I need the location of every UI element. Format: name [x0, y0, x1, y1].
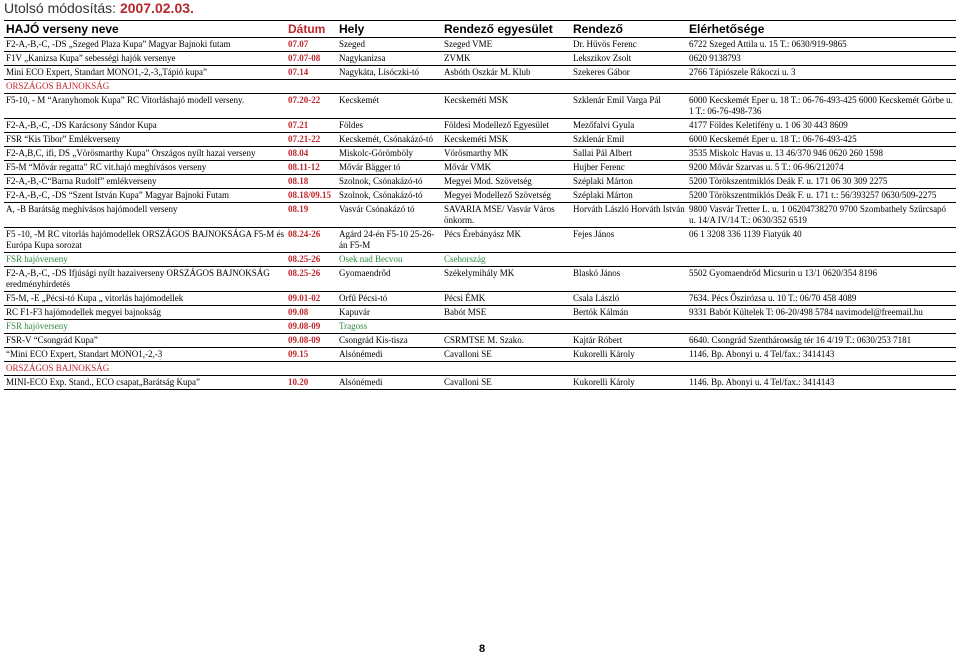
cell-contact: 6722 Szeged Attila u. 15 T.: 0630/919-9865: [687, 38, 956, 52]
header-organizer: Rendező: [571, 21, 687, 38]
table-row: [4, 133, 956, 147]
cell-club: Megyei Mod. Szövetség: [442, 175, 571, 189]
cell-event: F2-A,-B,-C, -DS Karácsony Sándor Kupa: [4, 119, 286, 133]
cell-organizer: Sallai Pál Albert: [571, 147, 687, 161]
cell-organizer: [571, 253, 687, 267]
table-body: [4, 38, 956, 390]
cell-event: F2-A,-B,-C, -DS „Szeged Plaza Kupa” Magyar Bajnoki futam: [4, 38, 286, 52]
cell-organizer: Hujber Ferenc: [571, 161, 687, 175]
cell-date: 10.20: [286, 376, 337, 390]
cell-place: Tragoss: [337, 320, 442, 334]
cell-contact: 7634. Pécs Őszirózsa u. 10 T.: 06/70 458 4089: [687, 292, 956, 306]
cell-club: Pécs Érebányász MK: [442, 228, 571, 253]
page-number: 8: [479, 643, 486, 655]
cell-event: F2-A,-B,-C, -DS Ifjúsági nyílt hazaiverseny ORSZÁGOS BAJNOKSÁG eredményhirdetés: [4, 267, 286, 292]
cell-contact: 2766 Tápiószele Rákoczi u. 3: [687, 66, 956, 80]
cell-date: 08.18/09.15: [286, 189, 337, 203]
cell-organizer: Kukorelli Károly: [571, 376, 687, 390]
cell-contact: 6000 Kecskemét Eper u. 18 T.: 06-76-493-425 6000 Kecskemét Görbe u. 1 T.: 06-76-498-736: [687, 94, 956, 119]
cell-place: Miskolc-Görömböly: [337, 147, 442, 161]
cell-date: 08.18: [286, 175, 337, 189]
cell-date: 08.19: [286, 203, 337, 228]
cell-organizer: Szklenár Emil Varga Pál: [571, 94, 687, 119]
cell-club: Szeged VME: [442, 38, 571, 52]
cell-event: A, -B Barátság meghívásos hajómodell verseny: [4, 203, 286, 228]
cell-place: Nagykanizsa: [337, 52, 442, 66]
cell-date: 09.01-02: [286, 292, 337, 306]
cell-place: Kecskemét, Csónakázó-tó: [337, 133, 442, 147]
cell-organizer: Szekeres Gábor: [571, 66, 687, 80]
cell-event: FSR hajóverseny: [4, 253, 286, 267]
table-row: [4, 52, 956, 66]
cell-contact: [687, 253, 956, 267]
cell-organizer: [571, 362, 687, 376]
cell-organizer: Blaskó János: [571, 267, 687, 292]
cell-organizer: Kukorelli Károly: [571, 348, 687, 362]
cell-club: Csehország: [442, 253, 571, 267]
header-club: Rendező egyesület: [442, 21, 571, 38]
cell-organizer: Szklenár Emil: [571, 133, 687, 147]
cell-club: Kecskeméti MSK: [442, 133, 571, 147]
cell-contact: 9200 Mővár Szarvas u. 5 T.: 06-96/212074: [687, 161, 956, 175]
cell-organizer: [571, 80, 687, 94]
table-row: [4, 38, 956, 52]
table-row: [4, 119, 956, 133]
cell-date: 07.21: [286, 119, 337, 133]
cell-contact: 1146. Bp. Abonyi u. 4 Tel/fax.: 3414143: [687, 376, 956, 390]
cell-place: [337, 362, 442, 376]
cell-event: MINI-ECO Exp. Stand., ECO csapat„Barátság Kupa”: [4, 376, 286, 390]
table-row: [4, 66, 956, 80]
cell-place: Osek nad Becvou: [337, 253, 442, 267]
cell-place: Kecskemét: [337, 94, 442, 119]
cell-club: Pécsi ÉMK: [442, 292, 571, 306]
last-modified-date: 2007.02.03.: [119, 0, 194, 16]
table-header-row: [4, 21, 956, 38]
table-row: [4, 334, 956, 348]
cell-place: Földes: [337, 119, 442, 133]
cell-event: FSR-V “Csongrád Kupa”: [4, 334, 286, 348]
cell-contact: 3535 Miskolc Havas u. 13 46/370 946 0620 260 1598: [687, 147, 956, 161]
cell-organizer: Dr. Hűvös Ferenc: [571, 38, 687, 52]
cell-club: Kecskeméti MSK: [442, 94, 571, 119]
cell-event: F2-A,-B,-C“Barna Rudolf” emlékverseny: [4, 175, 286, 189]
cell-place: Mővár Bägger tó: [337, 161, 442, 175]
cell-event: FSR hajóverseny: [4, 320, 286, 334]
cell-club: [442, 80, 571, 94]
cell-date: 07.20-22: [286, 94, 337, 119]
cell-event: F1V „Kanizsa Kupa” sebességi hajók versenye: [4, 52, 286, 66]
table-row: [4, 175, 956, 189]
cell-contact: 1146. Bp. Abonyi u. 4 Tel/fax.: 3414143: [687, 348, 956, 362]
cell-contact: 06 1 3208 336 1139 Fiatyúk 40: [687, 228, 956, 253]
cell-event: ORSZÁGOS BAJNOKSÁG: [4, 362, 286, 376]
cell-place: Nagykáta, Lisóczki-tó: [337, 66, 442, 80]
cell-contact: 9800 Vasvár Tretter L. u. 1 06204738270 9700 Szombathely Szűrcsapó u. 14/A IV/14 T.: 0630/352 6519: [687, 203, 956, 228]
cell-organizer: Lekszikov Zsolt: [571, 52, 687, 66]
cell-place: Vasvár Csónakázó tó: [337, 203, 442, 228]
cell-date: 08.24-26: [286, 228, 337, 253]
cell-club: Földesi Modellező Egyesület: [442, 119, 571, 133]
table-row: [4, 267, 956, 292]
cell-contact: 6000 Kecskemét Eper u. 18 T.: 06-76-493-425: [687, 133, 956, 147]
header-contact: Elérhetősége: [687, 21, 956, 38]
header-date: Dátum: [286, 21, 337, 38]
cell-place: Orfű Pécsi-tó: [337, 292, 442, 306]
cell-event: F5-10, - M “Aranyhomok Kupa” RC Vitorláshajó modell verseny.: [4, 94, 286, 119]
cell-date: 07.21-22: [286, 133, 337, 147]
cell-contact: 5502 Gyomaendrőd Micsurin u 13/1 0620/354 8196: [687, 267, 956, 292]
cell-contact: 9331 Babót Kültelek T: 06-20/498 5784 navimodel@freemail.hu: [687, 306, 956, 320]
table-row: [4, 348, 956, 362]
cell-date: 07.07-08: [286, 52, 337, 66]
cell-organizer: Bertók Kálmán: [571, 306, 687, 320]
cell-date: 08.04: [286, 147, 337, 161]
cell-event: F5-M, -E „Pécsi-tó Kupa „ vitorlás hajómodellek: [4, 292, 286, 306]
cell-place: [337, 80, 442, 94]
cell-organizer: [571, 320, 687, 334]
cell-organizer: Kajtár Róbert: [571, 334, 687, 348]
last-modified: [4, 0, 194, 16]
cell-date: 09.08: [286, 306, 337, 320]
cell-event: FSR “Kis Tibor” Emlékverseny: [4, 133, 286, 147]
table-row: [4, 320, 956, 334]
cell-club: [442, 362, 571, 376]
table-row: [4, 306, 956, 320]
cell-event: F2-A,B,C, ifi, DS „Vörösmarthy Kupa” Országos nyílt hazai verseny: [4, 147, 286, 161]
cell-event: “Mini ECO Expert, Standart MONO1,-2,-3: [4, 348, 286, 362]
table-row: [4, 147, 956, 161]
cell-date: [286, 80, 337, 94]
cell-place: Szolnok, Csónakázó-tó: [337, 189, 442, 203]
cell-club: Asbóth Oszkár M. Klub: [442, 66, 571, 80]
cell-club: ZVMK: [442, 52, 571, 66]
header-place: Hely: [337, 21, 442, 38]
cell-club: Cavalloni SE: [442, 376, 571, 390]
cell-organizer: Mezőfalvi Gyula: [571, 119, 687, 133]
table-row: [4, 94, 956, 119]
cell-date: 08.11-12: [286, 161, 337, 175]
cell-place: Kapuvár: [337, 306, 442, 320]
table-row: [4, 80, 956, 94]
table-row: [4, 362, 956, 376]
cell-organizer: Csala László: [571, 292, 687, 306]
cell-organizer: Fejes János: [571, 228, 687, 253]
table-row: [4, 376, 956, 390]
cell-contact: [687, 362, 956, 376]
cell-event: F2-A,-B,-C, -DS “Szent István Kupa” Magyar Bajnoki Futam: [4, 189, 286, 203]
cell-organizer: Horváth László Horváth István: [571, 203, 687, 228]
cell-date: 07.07: [286, 38, 337, 52]
cell-place: Gyomaendrőd: [337, 267, 442, 292]
cell-contact: [687, 80, 956, 94]
cell-organizer: Széplaki Márton: [571, 189, 687, 203]
cell-place: Szolnok, Csónakázó-tó: [337, 175, 442, 189]
cell-contact: [687, 320, 956, 334]
cell-contact: 0620 9138793: [687, 52, 956, 66]
cell-date: 08.25-26: [286, 267, 337, 292]
cell-event: F5-M “Mővár regatta” RC vit.hajó meghívásos verseny: [4, 161, 286, 175]
cell-club: Cavalloni SE: [442, 348, 571, 362]
cell-event: ORSZÁGOS BAJNOKSÁG: [4, 80, 286, 94]
table-row: [4, 161, 956, 175]
cell-club: Babót MSE: [442, 306, 571, 320]
cell-place: Szeged: [337, 38, 442, 52]
cell-date: 09.08-09: [286, 320, 337, 334]
cell-event: F5 -10, -M RC vitorlás hajómodellek ORSZÁGOS BAJNOKSÁGA F5-M és Európa Kupa sorozat: [4, 228, 286, 253]
cell-date: 08.25-26: [286, 253, 337, 267]
cell-date: [286, 362, 337, 376]
cell-place: Alsónémedi: [337, 348, 442, 362]
cell-place: Alsónémedi: [337, 376, 442, 390]
cell-club: Vörösmarthy MK: [442, 147, 571, 161]
cell-date: 09.15: [286, 348, 337, 362]
table-row: [4, 203, 956, 228]
header-event: HAJÓ verseny neve: [4, 21, 286, 38]
table-row: [4, 228, 956, 253]
table-row: [4, 189, 956, 203]
table-row: [4, 292, 956, 306]
cell-club: CSRMTSE M. Szako.: [442, 334, 571, 348]
cell-organizer: Széplaki Márton: [571, 175, 687, 189]
cell-contact: 5200 Törökszentmiklós Deák F. u. 171 06 30 309 2275: [687, 175, 956, 189]
cell-date: 09.08-09: [286, 334, 337, 348]
cell-event: Mini ECO Expert, Standart MONO1,-2,-3„Tápió kupa”: [4, 66, 286, 80]
cell-contact: 5200 Törökszentmiklós Deák F. u. 171 t.: 56/393257 0630/509-2275: [687, 189, 956, 203]
cell-date: 07.14: [286, 66, 337, 80]
cell-contact: 4177 Földes Keletifény u. 1 06 30 443 8609: [687, 119, 956, 133]
cell-club: SAVARIA MSE/ Vasvár Város önkorm.: [442, 203, 571, 228]
cell-place: Agárd 24-én F5-10 25-26-án F5-M: [337, 228, 442, 253]
cell-club: Mővár VMK: [442, 161, 571, 175]
cell-contact: 6640. Csongrád Szenthárомság tér 16 4/19 T.: 0630/253 7181: [687, 334, 956, 348]
cell-club: [442, 320, 571, 334]
race-schedule-table: [4, 20, 956, 390]
cell-place: Csongrád Kis-tisza: [337, 334, 442, 348]
cell-club: Székelymihály MK: [442, 267, 571, 292]
table-row: [4, 253, 956, 267]
cell-event: RC F1-F3 hajómodellek megyei bajnokság: [4, 306, 286, 320]
cell-club: Megyei Modellező Szövetség: [442, 189, 571, 203]
last-modified-label: Utolsó módosítás:: [4, 0, 117, 16]
